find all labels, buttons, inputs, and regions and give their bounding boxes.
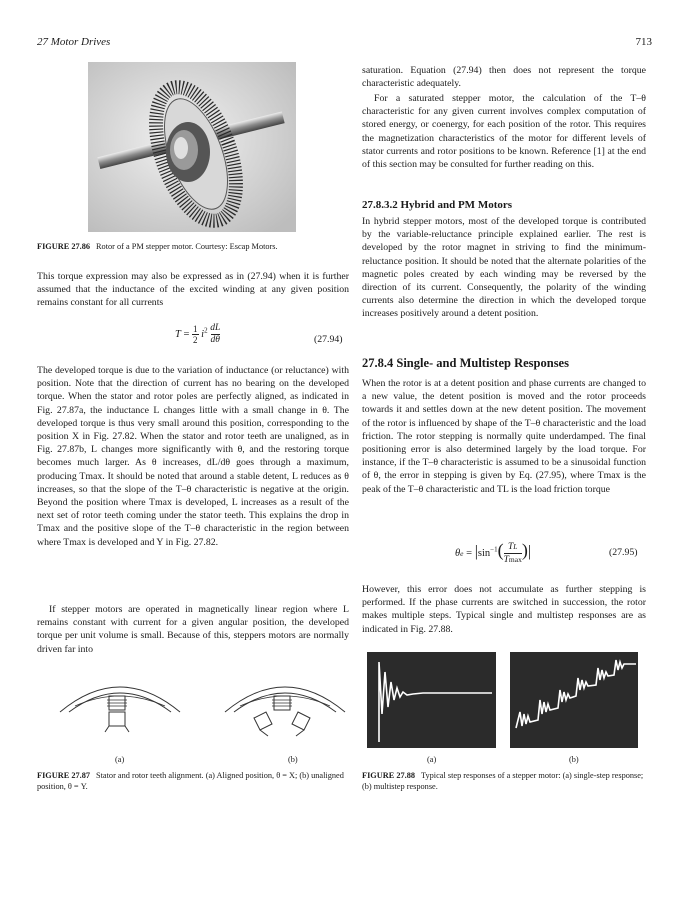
left-column-p3: If stepper motors are operated in magnetically linear region where L remains constant with current for a given angular position, the developed torque per unit volume is small. Because of this, steppers motors are normally driven far into [37,604,349,655]
stator-rotor-diagram-b [220,672,350,742]
subfigure-label-b: (b) [569,755,579,764]
rotor-photo [88,62,296,232]
equation-number: (27.95) [609,547,638,558]
running-header: 27 Motor Drives [37,36,111,48]
subfigure-label-a: (a) [115,755,125,764]
section-heading: 27.8.4 Single- and Multistep Responses [362,356,569,370]
equation-27-94: T = 1 2 $i^2$ dL dθ [175,323,221,345]
right-column-p3: In hybrid stepper motors, most of the developed torque is contributed by the variable-reluctance principle explained earlier. The rest is developed by the rotor magnet in striving to find the minimum-reluctance position. It should be noted that the alternate polarities of the magnetic poles created by each winding may be reversed by the direction of its current. Consequently, the polarity of the winding currents also determine the direction in which the developed torque increases positively around a detent position. [362,216,646,320]
page-number: 713 [635,36,652,48]
left-column-p1: This torque expression may also be expressed as in (27.94) when it is further assumed that the inductance of the excited winding at any given position remains constant for all currents [37,271,349,309]
left-column-p2: The developed torque is due to the variation of inductance (or reluctance) with position. Note that the direction of current has no bearing on the developed torque. When the stator and rotor poles are perfectly aligned, as indicated in Fig. 27.87a, the inductance L changes little with a small change in θ. The developed torque is thus very small around this position, corresponding to the position X in Fig. 27.82. When the stator and rotor teeth are unaligned, as in Fig. 27.87b, L changes more significantly with θ, and the restoring torque becomes much larger. As θ increases, dL/dθ goes through a maximum, producing Tmax. It should be noted that around a stable detent, L reduces as θ increases, so that the slope of the T–θ characteristic is negative at the origin. Beyond the position where Tmax is developed, L increases as a result of the next set of rotor teeth coming under the stator teeth. This explains the drop in Tmax and the positive slope of the T–θ characteristic in the region between where Tmax is developed and Y in Fig. 27.82. [37,365,349,548]
oscilloscope-multistep [510,652,638,748]
right-column-p5: However, this error does not accumulate as further stepping is performed. If the phase currents are switched in succession, the rotor makes multiple steps. Typical single and multistep responses are as indicated in Fig. 27.88. [362,584,646,635]
figure-caption: FIGURE 27.87 Stator and rotor teeth alignment. (a) Aligned position, θ = X; (b) unaligned position, θ = Y. [37,771,344,791]
section-heading: 27.8.3.2 Hybrid and PM Motors [362,199,513,211]
right-column-p1: saturation. Equation (27.94) then does not represent the torque characteristic adequately. [362,65,646,90]
oscilloscope-single-step [367,652,496,748]
figure-caption: FIGURE 27.86 Rotor of a PM stepper motor. Courtesy: Escap Motors. [37,242,278,251]
right-column-p4: When the rotor is at a detent position and phase currents are changed to a new value, the detent position is moved and the rotor proceeds towards it and settles down at the new detent position. The movement of the rotor is influenced by shape of the T–θ characteristic and the load friction. The rotor stepping is normally quite underdamped. The final positioning error is also determined largely by the load torque. For instance, if the T–θ characteristic is assumed to be a sinusoidal function of θ, the error in stepping is given by Eq. (27.95), where Tmax is the peak of the T–θ characteristic and TL is the load friction torque [362,378,646,495]
equation-27-95: $\theta e = |\sin^{-1}$( TL Tmax)| [455,540,532,566]
stator-rotor-diagram-a [55,672,185,742]
equation-number: (27.94) [314,334,343,345]
subfigure-label-a: (a) [427,755,437,764]
subfigure-label-b: (b) [288,755,298,764]
right-column-p2: For a saturated stepper motor, the calculation of the T–θ characteristic for any given current involves complex computation of stored energy, or coenergy, for each position of the rotor. This requires the magnetization characteristics of the motor for different levels of stator currents and rotor positions to be known. Reference [1] at the end of this section may be consulted for further reading on this. [362,93,646,171]
figure-caption: FIGURE 27.88 Typical step responses of a stepper motor: (a) single-step response; (b) multistep response. [362,771,644,791]
